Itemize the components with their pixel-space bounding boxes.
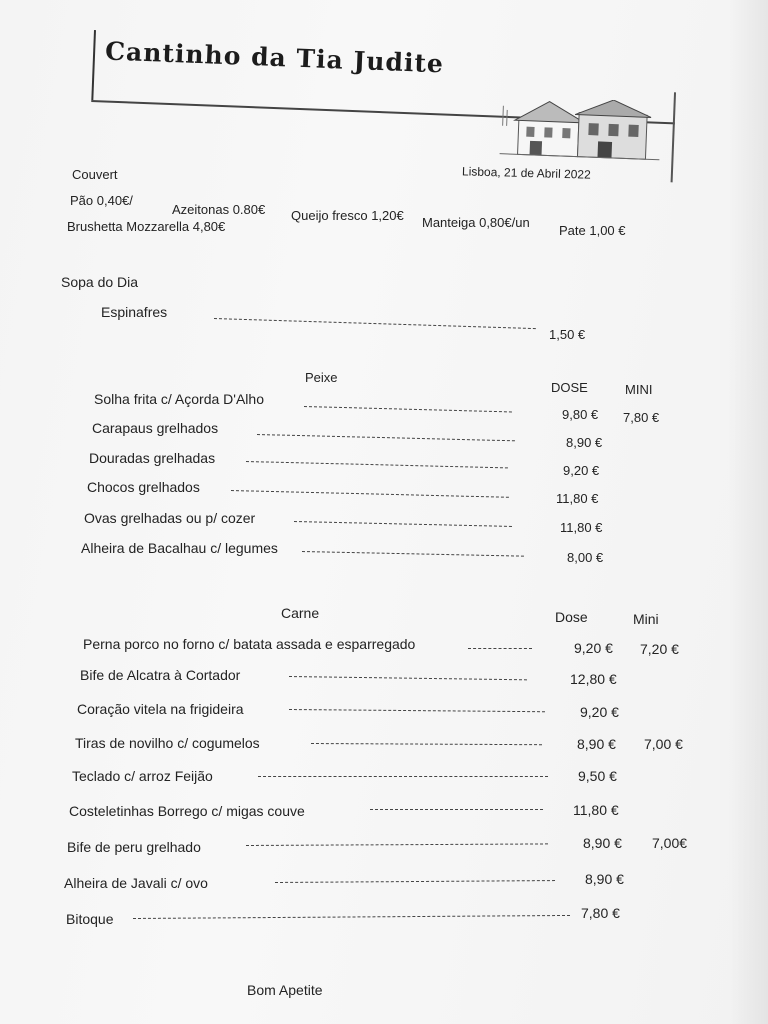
carne-dose-price: 9,50 € [578, 768, 617, 784]
couvert-label: Couvert [72, 167, 118, 182]
leader-dashes [370, 809, 543, 810]
leader-dashes [258, 776, 548, 777]
peixe-dose-price: 8,00 € [567, 550, 604, 565]
menu-date: Lisboa, 21 de Abril 2022 [461, 164, 591, 182]
paper-shadow [728, 0, 768, 1024]
carne-dish-name: Bife de peru grelhado [67, 839, 201, 855]
carne-dish-name: Alheira de Javali c/ ovo [64, 875, 208, 891]
carne-dish-name: Perna porco no forno c/ batata assada e esparregado [83, 636, 416, 652]
carne-mini-price: 7,00 € [644, 736, 683, 752]
peixe-dose-price: 9,20 € [563, 463, 600, 478]
peixe-dose-header: DOSE [551, 380, 588, 395]
peixe-mini-header: MINI [625, 382, 653, 397]
footer-greeting: Bom Apetite [247, 982, 323, 998]
carne-dose-price: 8,90 € [585, 871, 624, 887]
carne-mini-price: 7,00€ [652, 835, 688, 851]
menu-header [89, 30, 677, 170]
carne-dose-header: Dose [555, 609, 588, 625]
sopa-title: Sopa do Dia [61, 274, 139, 290]
restaurant-title: Cantinho da Tia Judite [104, 36, 445, 79]
carne-dose-price: 8,90 € [577, 736, 616, 752]
carne-dish-name: Bitoque [66, 911, 114, 927]
carne-dose-price: 9,20 € [574, 640, 613, 656]
peixe-dish-name: Carapaus grelhados [92, 420, 219, 436]
carne-dose-price: 8,90 € [583, 835, 622, 851]
peixe-dish-name: Chocos grelhados [87, 479, 200, 495]
leader-dashes [468, 648, 532, 649]
couvert-item: Pate 1,00 € [559, 223, 626, 238]
peixe-dish-name: Ovas grelhadas ou p/ cozer [84, 510, 256, 526]
carne-mini-header: Mini [633, 611, 659, 627]
carne-dish-name: Costeletinhas Borrego c/ migas couve [69, 803, 305, 819]
carne-dose-price: 9,20 € [580, 704, 619, 720]
couvert-item: Brushetta Mozzarella 4,80€ [67, 219, 226, 234]
peixe-dose-price: 11,80 € [556, 491, 599, 506]
carne-dose-price: 12,80 € [570, 671, 617, 687]
couvert-item: Queijo fresco 1,20€ [291, 208, 404, 223]
carne-dish-name: Coração vitela na frigideira [77, 701, 244, 717]
peixe-mini-price: 7,80 € [623, 410, 660, 425]
peixe-dose-price: 11,80 € [560, 520, 603, 535]
sopa-item: Espinafres [101, 304, 168, 320]
carne-dish-name: Tiras de novilho c/ cogumelos [75, 735, 260, 751]
sopa-price: 1,50 € [549, 327, 586, 342]
couvert-item: Manteiga 0,80€/un [422, 215, 530, 230]
carne-title: Carne [281, 605, 320, 621]
couvert-item: Pão 0,40€/ [70, 193, 133, 208]
couvert-item: Azeitonas 0.80€ [172, 202, 266, 217]
carne-dose-price: 11,80 € [573, 802, 619, 818]
carne-dish-name: Teclado c/ arroz Feijão [72, 768, 213, 784]
peixe-title: Peixe [305, 370, 338, 385]
carne-dish-name: Bife de Alcatra à Cortador [80, 667, 241, 683]
peixe-dose-price: 9,80 € [562, 407, 599, 422]
carne-dose-price: 7,80 € [581, 905, 620, 921]
peixe-dose-price: 8,90 € [566, 435, 603, 450]
carne-mini-price: 7,20 € [640, 641, 679, 657]
peixe-dish-name: Alheira de Bacalhau c/ legumes [81, 540, 278, 556]
house-sketch-icon [499, 96, 661, 164]
peixe-dish-name: Solha frita c/ Açorda D'Alho [94, 391, 264, 407]
peixe-dish-name: Douradas grelhadas [89, 450, 216, 466]
